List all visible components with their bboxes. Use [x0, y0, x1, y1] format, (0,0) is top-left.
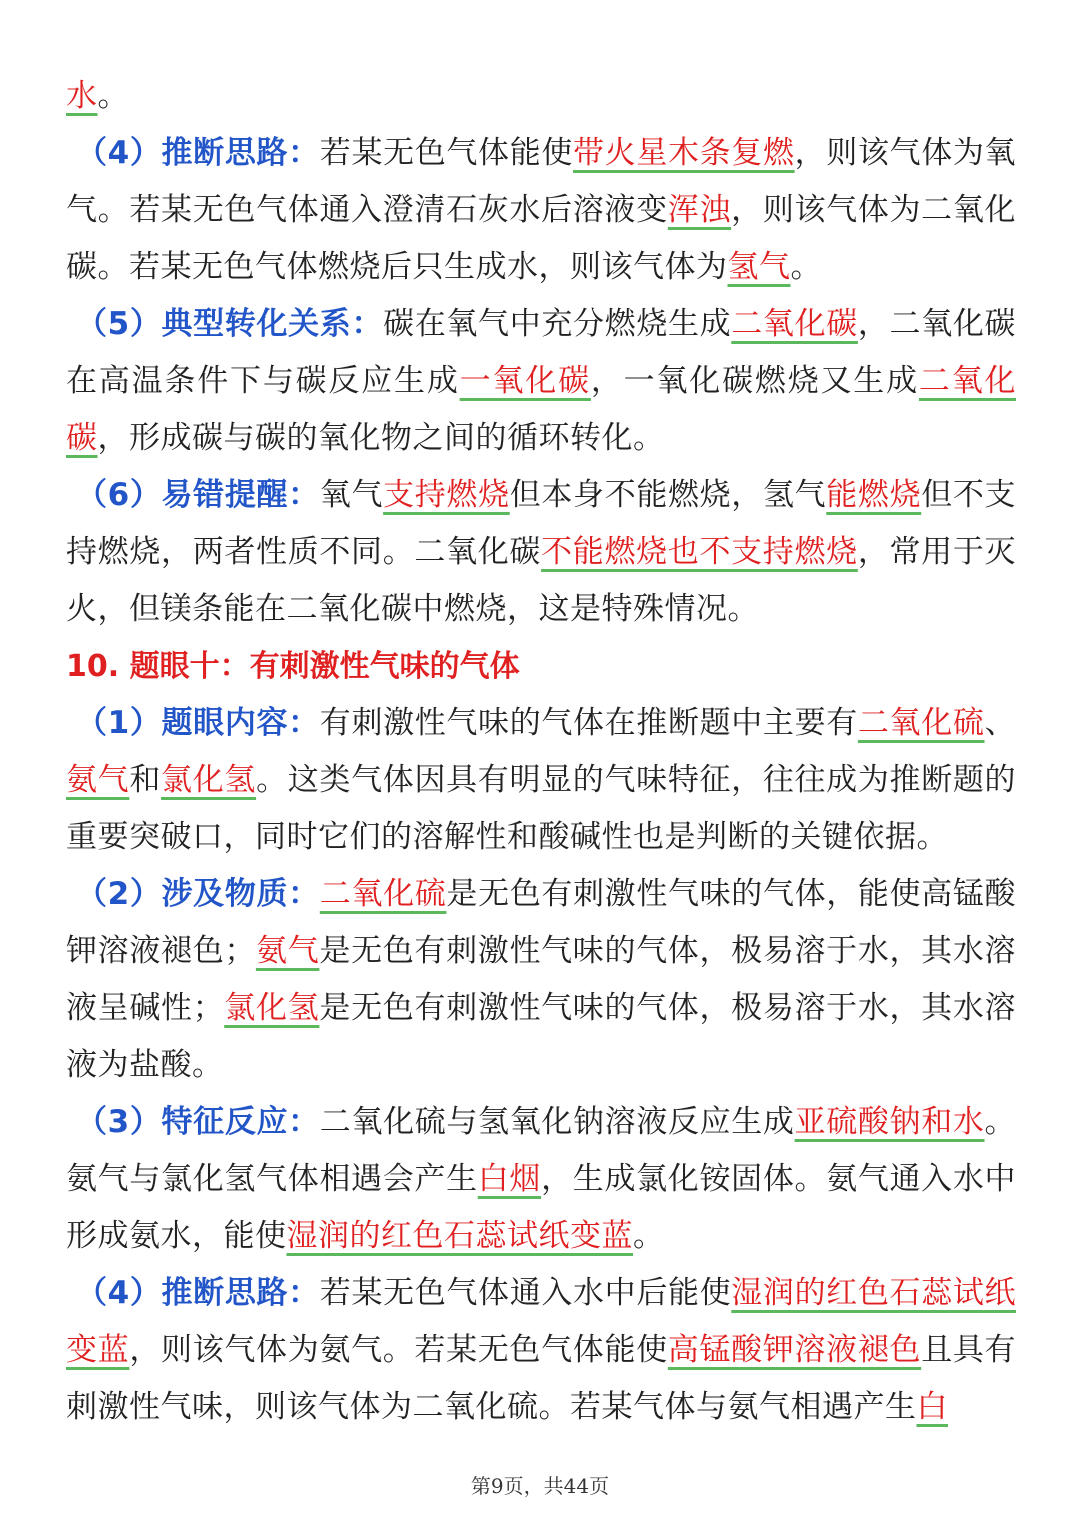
text-run: 。这类气体因具有明显的气味特征，往往成为推断题的重要突破口，同时它们的溶解性和酸碱性也是判断的关键依据。: [66, 762, 1017, 855]
answer-blank: 浑浊: [667, 192, 732, 228]
text-run: 和: [129, 762, 162, 798]
answer-blank: 湿润的红色石蕊试纸变蓝: [286, 1218, 633, 1254]
answer-blank: 白: [916, 1389, 948, 1425]
text-run: 有刺激性气味的气体在推断题中主要有: [319, 705, 858, 741]
answer-blank: 二氧化硫: [857, 705, 985, 741]
answer-blank: 氯化氢: [161, 762, 257, 798]
item-label: （6）易错提醒：: [76, 477, 320, 513]
paragraph-typical-conversion: [66, 296, 1016, 467]
paragraph-common-mistakes: [66, 467, 1016, 638]
text-run: ，则该气体为二氧化碳。若某无色气体燃烧后只生成水，则该气体为: [66, 192, 1017, 285]
item-label: （2）涉及物质：: [76, 876, 320, 912]
page-content: [66, 68, 1016, 1436]
paragraph-substances: [66, 866, 1016, 1094]
text-run: 是无色有刺激性气味的气体，极易溶于水，其水溶液呈碱性；: [66, 933, 1017, 1026]
text-run: 若某无色气体能使: [319, 135, 574, 171]
text-run: 。: [790, 249, 822, 285]
answer-blank: 带火星木条复燃: [573, 135, 795, 171]
text-run: ，一氧化碳燃烧又生成: [590, 363, 919, 399]
text-run: 碳在氧气中充分燃烧生成: [383, 306, 732, 342]
text-run: 但本身不能燃烧，氢气: [509, 477, 827, 513]
answer-blank: 氢气: [727, 249, 791, 285]
text-run: 、: [984, 705, 1017, 741]
paragraph-continuation: [66, 68, 1016, 125]
answer-blank: 氯化氢: [224, 990, 320, 1026]
answer-blank: 能燃烧: [826, 477, 922, 513]
text-run: 若某无色气体通入水中后能使: [319, 1275, 732, 1311]
item-label: （4）推断思路：: [76, 1275, 320, 1311]
text-run: 。: [97, 78, 129, 114]
text-run: 。氨气与氯化氢气体相遇会产生: [66, 1104, 1017, 1197]
answer-blank: 水: [66, 78, 98, 114]
paragraph-inference-irritating-gas: [66, 1265, 1016, 1436]
text-run: 但不支持燃烧，两者性质不同。二氧化碳: [66, 477, 1017, 570]
text-run: ，则该气体为氧气。若某无色气体通入澄清石灰水后溶液变: [66, 135, 1017, 228]
text-run: 且具有刺激性气味，则该气体为二氧化硫。若某气体与氨气相遇产生: [66, 1332, 1017, 1425]
text-run: ，常用于灭火，但镁条能在二氧化碳中燃烧，这是特殊情况。: [66, 534, 1017, 627]
paragraph-topic-content: [66, 695, 1016, 866]
answer-blank: 湿润的红色石蕊试纸变蓝: [66, 1275, 1017, 1368]
item-label: （1）题眼内容：: [76, 705, 320, 741]
item-label: （4）推断思路：: [76, 135, 320, 171]
answer-blank: 不能燃烧也不支持燃烧: [541, 534, 858, 570]
answer-blank: 二氧化碳: [66, 363, 1017, 456]
answer-blank: 亚硫酸钠和水: [794, 1104, 985, 1140]
item-label: （5）典型转化关系：: [76, 306, 384, 342]
answer-blank: 白烟: [477, 1161, 542, 1197]
text-run: 二氧化硫与氢氧化钠溶液反应生成: [319, 1104, 795, 1140]
text-run: ，二氧化碳在高温条件下与碳反应生成: [66, 306, 1017, 399]
answer-blank: 氨气: [255, 933, 320, 969]
answer-blank: 二氧化硫: [319, 876, 447, 912]
text-run: 是无色有刺激性气味的气体，能使高锰酸钾溶液褪色；: [66, 876, 1017, 969]
text-run: 氧气: [319, 477, 384, 513]
text-run: ，则该气体为氨气。若某无色气体能使: [129, 1332, 668, 1368]
section-heading: 10. 题眼十：有刺激性气味的气体: [66, 649, 520, 684]
page-number-footer: 第9页，共44页: [470, 1474, 610, 1498]
text-run: 是无色有刺激性气味的气体，极易溶于水，其水溶液为盐酸。: [66, 990, 1017, 1083]
answer-blank: 氨气: [66, 762, 130, 798]
paragraph-inference-oxygen: [66, 125, 1016, 296]
text-run: ，形成碳与碳的氧化物之间的循环转化。: [97, 420, 665, 456]
text-run: ，生成氯化铵固体。氨气通入水中形成氨水，能使: [66, 1161, 1017, 1254]
item-label: （3）特征反应：: [76, 1104, 320, 1140]
answer-blank: 二氧化碳: [731, 306, 858, 342]
paragraph-characteristic-reactions: [66, 1094, 1016, 1265]
answer-blank: 一氧化碳: [459, 363, 591, 399]
answer-blank: 高锰酸钾溶液褪色: [667, 1332, 922, 1368]
text-run: 。: [633, 1218, 665, 1254]
answer-blank: 支持燃烧: [383, 477, 510, 513]
